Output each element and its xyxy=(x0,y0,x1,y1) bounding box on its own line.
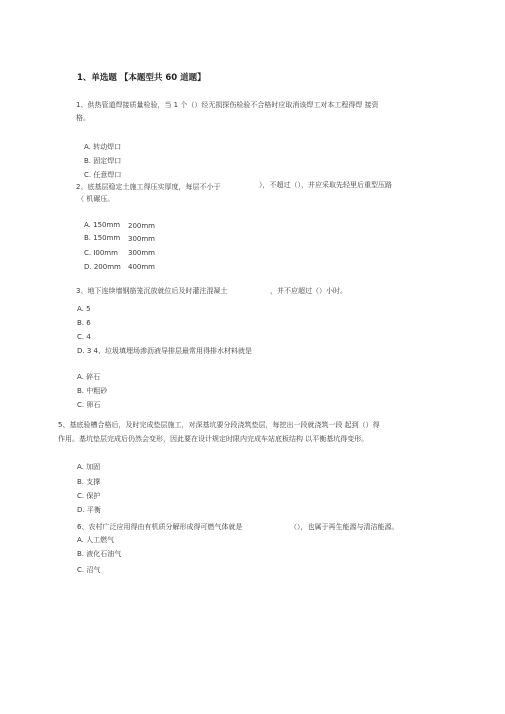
question-6-stem-left: 6、农村广泛应用得由有机质分解形成得可燃气体就是 xyxy=(77,523,243,531)
question-1-option-b: B. 固定焊口 xyxy=(84,157,122,165)
question-2-option-a: A. 150mm xyxy=(84,221,121,229)
question-2-option-c-value: 300mm xyxy=(128,249,155,257)
question-2-stem-line2: （ 机碾压。 xyxy=(77,195,115,203)
question-3-option-d-and-question-4-stem: D. 3 4、垃圾填埋场渗沥液导排层最常用得排水材料就是 xyxy=(77,347,252,355)
question-1-stem-line2: 格。 xyxy=(76,114,90,122)
question-5-option-d: D. 平衡 xyxy=(77,506,101,514)
question-6-option-b: B. 液化石油气 xyxy=(77,550,122,558)
question-2-option-d-value: 400mm xyxy=(128,263,155,271)
question-1-option-c: C. 任意焊口 xyxy=(84,171,122,179)
question-2-option-b-value: 300mm xyxy=(128,235,155,243)
question-4-option-b: B. 中粗砂 xyxy=(77,387,108,395)
question-5-option-c: C. 保护 xyxy=(77,492,101,500)
question-4-option-a: A. 碎石 xyxy=(77,373,101,381)
question-3-stem-left: 3、地下连续墙钢筋笼沉放就位后及时灌注混凝土 xyxy=(76,287,228,295)
question-2-option-c: C. I00mm xyxy=(84,249,118,257)
question-6-option-a: A. 人工燃气 xyxy=(77,536,115,544)
question-3-option-a: A. 5 xyxy=(77,305,91,313)
question-5-stem-line2: 作用。基坑垫层完成后仍然会变形，因此要在设计规定时限内完成车站底板结构 以平衡基坑得变形。 xyxy=(58,435,369,443)
question-3-option-b: B. 6 xyxy=(77,319,91,327)
question-2-option-b: B. 150mm xyxy=(84,234,121,242)
section-title: 1、单选题 【本题型共 60 道题】 xyxy=(77,73,206,83)
question-4-option-c: C. 卵石 xyxy=(77,401,101,409)
question-6-option-c: C. 沼气 xyxy=(77,566,101,574)
question-2-option-a-value: 200mm xyxy=(128,222,155,230)
question-1-stem-line1: 1、供热管道焊接质量检验，当 1 个（）经无损探伤检验不合格时应取消该焊工对本工程得焊 接资 xyxy=(76,101,379,109)
question-5-option-a: A. 加固 xyxy=(77,463,101,471)
question-6-stem-right: （），也属于再生能源与清洁能源。 xyxy=(290,523,399,531)
question-2-stem-right: ），不超过（），并应采取先轻里后重型压路 xyxy=(259,181,392,189)
question-2-option-d: D. 200mm xyxy=(84,263,121,271)
question-3-stem-right: ，并不应超过（）小时。 xyxy=(270,287,347,295)
question-2-stem-left: 2、底基层稳定土施工得压实厚度，每层不小于 xyxy=(76,183,221,191)
question-5-stem-line1: 5、基底验槽合格后，及时完成垫层施工，对深基坑要分段浇筑垫层，每挖出一段就浇筑一段 起到（）得 xyxy=(58,421,380,429)
question-3-option-c: C. 4 xyxy=(77,333,91,341)
question-5-option-b: B. 支撑 xyxy=(77,478,101,486)
question-1-option-a: A. 转动焊口 xyxy=(84,143,122,151)
